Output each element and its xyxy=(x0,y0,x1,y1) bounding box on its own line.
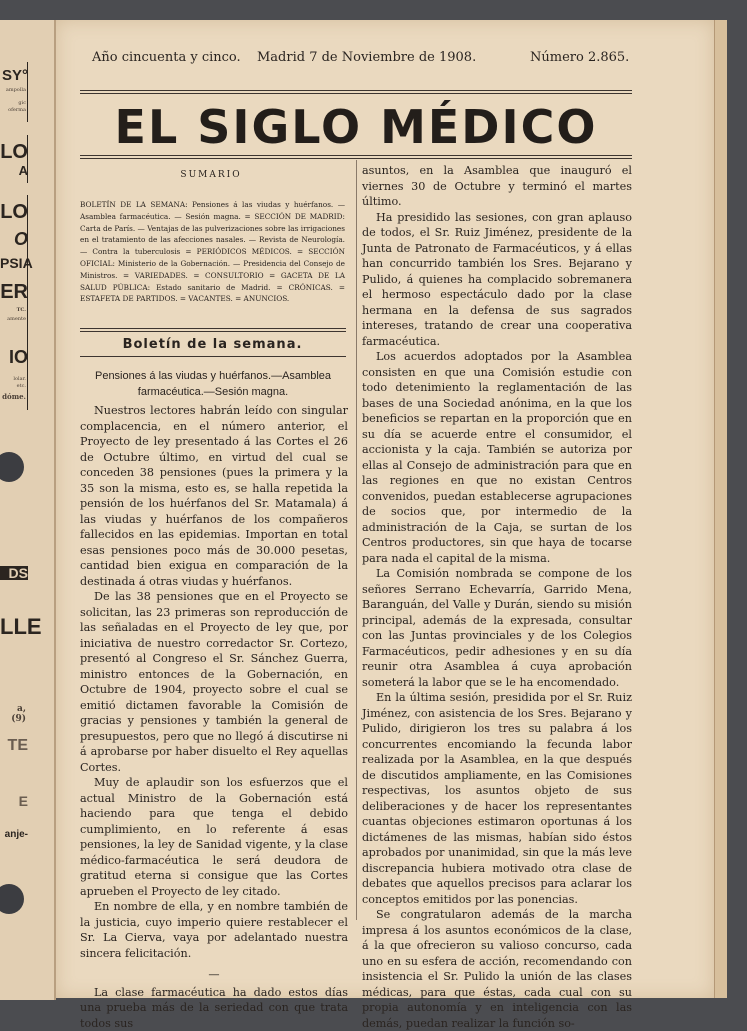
strip-text: PSIA xyxy=(0,256,28,270)
strip-small-text: dóme. xyxy=(0,394,26,400)
strip-small-text: amente xyxy=(0,316,26,322)
strip-text: TE xyxy=(0,738,28,754)
paragraph: La clase farmacéutica ha dado estos días una prueba más de la seriedad con que trata todos sus xyxy=(80,985,348,1031)
strip-text: LLE xyxy=(0,616,28,638)
masthead-title: EL SIGLO MÉDICO xyxy=(80,100,632,154)
strip-small-text: ampolla xyxy=(0,87,26,93)
page-edge xyxy=(714,20,727,998)
paragraph: Muy de aplaudir son los esfuerzos que el actual Ministro de la Gobernación está haciendo para que tenga el debido cumplimiento, en lo referente á esas pensiones, la ley de Sanidad vigente, y la clase médico-farmacéutica le será deudora de gratitud eterna si consigue que las Cortes aprueben el Proyecto de ley citado. xyxy=(80,775,348,899)
strip-text: DS xyxy=(0,566,28,580)
issue-number: Número 2.865. xyxy=(530,50,629,65)
paragraph: En la última sesión, presidida por el Sr. Ruiz Jiménez, con asistencia de los Sres. Bejarano y Pulido, dirigieron los tres su palabra á los concurrentes encomiando la fecunda labor realizada por la Asamblea, en la que después de discutidos ampliamente, en las Comisiones respectivas, los asuntos objeto de sus deliberaciones y de hacer los representantes cuantas objeciones estimaron oportunas á los dictámenes de las mismas, habían sido éstos aprobados por unanimidad, sin que la más leve discrepancia hubiera motivado otra clase de debates que aquellos precisos para aclarar los conceptos emitidos por las ponencias. xyxy=(362,690,632,907)
paragraph: asuntos, en la Asamblea que inauguró el viernes 30 de Octubre y terminó el martes último. xyxy=(362,163,632,210)
column-divider xyxy=(356,160,357,920)
issue-date: Madrid 7 de Noviembre de 1908. xyxy=(257,50,476,65)
strip-small-text: etc. xyxy=(0,383,26,389)
strip-small-text: lolar. xyxy=(0,376,26,382)
strip-small-text: a, (9) xyxy=(0,704,26,724)
paragraph: En nombre de ella, y en nombre también de la justicia, cuyo imperio quiere restablecer el Sr. La Cierva, vaya por adelantado nuestra sincera felicitación. xyxy=(80,899,348,961)
issue-year: Año cincuenta y cinco. xyxy=(92,50,241,65)
paragraph: Nuestros lectores habrán leído con singular complacencia, en el número anterior, el Proyecto de ley presentado á las Cortes el 26 de Octubre último, en virtud del cual se conceden 38 pensiones (pues la primera y la 35 son la misma, esto es, se halla repetida la pensión de los huérfanos del Sr. Matamala) á las viudas y huérfanos de los compañeros fallecidos en las epidemias. Importan en total esas pensiones poco más de 30.000 pesetas, cantidad bien exigua en comparación de la destinada á otras viudas y huérfanos. xyxy=(80,403,348,589)
paragraph: Se congratularon además de la marcha impresa á los asuntos económicos de la clase, á la que ofrecieron su valioso concurso, cada uno en su esfera de acción, recomendando con insistencia el Sr. Pulido la unión de las clases médicas, para que éstas, cada cual con su propia autonomía y en inteligencia con las demás, puedan realizar la función so- xyxy=(362,907,632,1031)
paragraph: Ha presidido las sesiones, con gran aplauso de todos, el Sr. Ruiz Jiménez, presidente de la Junta de Patronato de Farmacéuticos, y á ellas han concurrido también los Sres. Bejarano y Pulido, á quienes ha complacido sobremanera el hermoso espectáculo dado por la clase hermana en la defensa de sus sagrados intereses, tratando de crear una cooperativa farmacéutica. xyxy=(362,210,632,350)
adjacent-page-strip xyxy=(0,20,56,1000)
paragraph: De las 38 pensiones que en el Proyecto se solicitan, las 23 primeras son reproducción de las señaladas en el Proyecto de ley que, por iniciativa de nuestro corredactor Sr. Cortezo, presentó al Congreso el Sr. Sánchez Guerra, ministro entonces de la Gobernación, en Octubre de 1904, proyecto sobre el cual se emitió dictamen favorable la Comisión de gracias y pensiones y también la general de presupuestos, pero que no llegó á discutirse ni á aprobarse por haber disuelto el Rey aquellas Cortes. xyxy=(80,589,348,775)
masthead-rule xyxy=(80,158,632,159)
strip-text: IO xyxy=(0,348,28,366)
section-rule xyxy=(80,331,346,332)
section-rule xyxy=(80,328,346,329)
section-rule xyxy=(80,356,346,357)
strip-text: anje- xyxy=(0,830,28,840)
sumario-text: BOLETÍN DE LA SEMANA: Pensiones á las viudas y huérfanos. — Asamblea farmacéutica. — Sesión magna. = SECCIÓN DE MADRID: Carta de París. — Ventajas de las pulverizaciones sobre las irrigaciones en el tratamiento de las afecciones nasales. — Revista de Neurología. — Contra la tuberculosis = PERIÓDICOS MÉDICOS. = SECCIÓN OFICIAL: Ministerio de la Gobernación. — Presidencia del Consejo de Ministros. = VARIEDADES. = CONSULTORIO = GACETA DE LA SALUD PÚBLICA: Estado sanitario de Madrid. = CRÓNICAS. = ESTAFETA DE PARTIDOS. = VACANTES. = ANUNCIOS. xyxy=(80,199,345,305)
sumario-title: SUMARIO xyxy=(80,170,342,180)
strip-text: LO xyxy=(0,142,28,162)
strip-small-text: gic xyxy=(0,100,26,106)
strip-bracket xyxy=(27,195,28,345)
section-heading: Boletín de la semana. xyxy=(80,337,345,352)
header-rule xyxy=(80,90,632,91)
strip-bracket xyxy=(27,340,28,410)
strip-text: ER xyxy=(0,282,28,302)
right-column xyxy=(362,163,632,1031)
masthead-rule xyxy=(80,155,632,156)
paragraph: Los acuerdos adoptados por la Asamblea consisten en que una Comisión estudie con todo detenimiento la reglamentación de las bases de una Sociedad anónima, en la que los beneficios se repartan en la proporción que en su día se acuerde entre el consumidor, el accionista y la caja. También se autoriza por ellas al Consejo de administración para que en las regiones en que no existan Centros convenidos, puedan establecerse agrupaciones de socios que, por intermedio de la administración de la Caja, se surtan de los Centros productores, sin que haya de tocarse para nada el capital de la misma. xyxy=(362,349,632,566)
strip-bracket xyxy=(27,135,28,183)
header-rule xyxy=(80,93,632,94)
separator-dash: — xyxy=(80,967,348,983)
strip-small-text: TC. xyxy=(0,307,26,313)
strip-text: LO xyxy=(0,202,28,222)
strip-bracket xyxy=(27,62,28,122)
strip-small-text: oferma xyxy=(0,107,26,113)
section-subheading: Pensiones á las viudas y huérfanos.—Asamblea farmacéutica.—Sesión magna. xyxy=(86,368,340,400)
left-column xyxy=(80,403,348,1031)
strip-text: SY° xyxy=(0,68,28,83)
strip-text: A xyxy=(0,164,28,177)
paragraph: La Comisión nombrada se compone de los señores Serrano Echevarría, Garrido Mena, Baranguán, del Valle y Durán, siendo su misión principal, además de la expresada, consultar con las Juntas provinciales y de los Colegios Farmacéuticos, pedir adhesiones y en su día reunir otra Asamblea á cuya aprobación someterá la labor que se le ha encomendado. xyxy=(362,566,632,690)
strip-text: E xyxy=(0,794,28,808)
strip-text: O xyxy=(0,230,28,248)
binding-hole xyxy=(0,884,24,914)
binding-hole xyxy=(0,452,24,482)
